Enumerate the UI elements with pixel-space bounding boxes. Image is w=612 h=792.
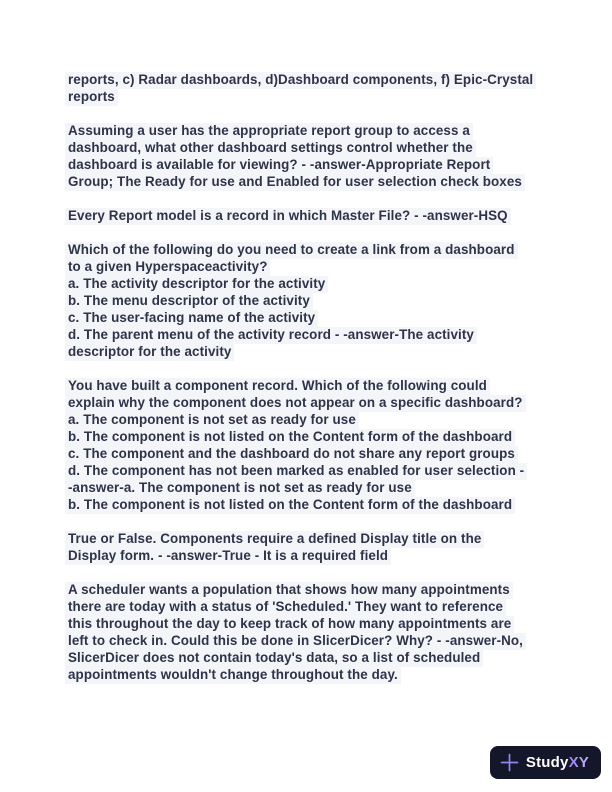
text-line-highlight: Which of the following do you need to create a link from a dashboard: [65, 242, 518, 259]
text-line: [68, 139, 550, 156]
text-line-highlight: Assuming a user has the appropriate report group to access a: [65, 123, 473, 140]
text-line-highlight: c. The user-facing name of the activity: [65, 310, 318, 327]
text-line-highlight: You have built a component record. Which of the following could: [65, 378, 490, 395]
text-line-highlight: explain why the component does not appear on a specific dashboard?: [65, 395, 526, 412]
text-line: [68, 156, 550, 173]
text-line-highlight: Group; The Ready for use and Enabled for user selection check boxes: [65, 174, 525, 191]
paragraph: [68, 530, 550, 564]
text-line-highlight: True or False. Components require a defined Display title on the: [65, 531, 484, 548]
text-line: [68, 275, 550, 292]
text-line: [68, 207, 550, 224]
text-line: [68, 377, 550, 394]
text-line: [68, 547, 550, 564]
paragraph: [68, 377, 550, 513]
text-line-highlight: d. The parent menu of the activity record - -answer-The activity: [65, 327, 477, 344]
text-line: [68, 241, 550, 258]
text-line-highlight: dashboard is available for viewing? - -answer-Appropriate Report: [65, 157, 493, 174]
text-line-highlight: c. The component and the dashboard do not share any report groups: [65, 446, 518, 463]
document-body: [68, 71, 550, 683]
text-line: [68, 292, 550, 309]
text-line-highlight: b. The menu descriptor of the activity: [65, 293, 313, 310]
text-line: [68, 479, 550, 496]
text-line-highlight: there are today with a status of 'Scheduled.' They want to reference: [65, 599, 506, 616]
paragraph: [68, 581, 550, 683]
logo-brand-accent: XY: [568, 754, 589, 771]
text-line: [68, 632, 550, 649]
text-line: [68, 411, 550, 428]
text-line-highlight: b. The component is not listed on the Content form of the dashboard: [65, 429, 515, 446]
studyxy-logo: [490, 746, 601, 779]
text-line-highlight: this throughout the day to keep track of how many appointments are: [65, 616, 514, 633]
text-line: [68, 581, 550, 598]
text-line-highlight: SlicerDicer does not contain today's data, so a list of scheduled: [65, 650, 483, 667]
text-line-highlight: dashboard, what other dashboard settings control whether the: [65, 140, 476, 157]
paragraph: [68, 71, 550, 105]
text-line: [68, 496, 550, 513]
text-line: [68, 309, 550, 326]
text-line: [68, 394, 550, 411]
text-line-highlight: a. The activity descriptor for the activity: [65, 276, 328, 293]
text-line-highlight: d. The component has not been marked as enabled for user selection -: [65, 463, 527, 480]
text-line-highlight: appointments wouldn't change throughout the day.: [65, 667, 401, 684]
text-line: [68, 258, 550, 275]
text-line: [68, 428, 550, 445]
text-line: [68, 666, 550, 683]
text-line: [68, 445, 550, 462]
text-line: [68, 88, 550, 105]
plus-icon: [500, 753, 519, 772]
text-line: [68, 343, 550, 360]
paragraph: [68, 122, 550, 190]
text-line-highlight: b. The component is not listed on the Content form of the dashboard: [65, 497, 515, 514]
text-line: [68, 530, 550, 547]
paragraph: [68, 241, 550, 360]
text-line: [68, 598, 550, 615]
text-line-highlight: left to check in. Could this be done in SlicerDicer? Why? - -answer-No,: [65, 633, 526, 650]
text-line-highlight: reports: [65, 89, 118, 106]
logo-brand-primary: Study: [525, 754, 569, 771]
text-line: [68, 649, 550, 666]
text-line-highlight: Display form. - -answer-True - It is a required field: [65, 548, 391, 565]
text-line-highlight: descriptor for the activity: [65, 344, 234, 361]
text-line-highlight: to a given Hyperspaceactivity?: [65, 259, 270, 276]
paragraph: [68, 207, 550, 224]
text-line: [68, 71, 550, 88]
text-line-highlight: a. The component is not set as ready for use: [65, 412, 359, 429]
text-line-highlight: Every Report model is a record in which Master File? - -answer-HSQ: [65, 208, 511, 225]
text-line: [68, 462, 550, 479]
text-line-highlight: reports, c) Radar dashboards, d)Dashboard components, f) Epic-Crystal: [65, 72, 536, 89]
text-line: [68, 122, 550, 139]
text-line-highlight: -answer-a. The component is not set as ready for use: [65, 480, 415, 497]
text-line-highlight: A scheduler wants a population that shows how many appointments: [65, 582, 513, 599]
logo-text: [526, 754, 589, 771]
text-line: [68, 615, 550, 632]
text-line: [68, 173, 550, 190]
text-line: [68, 326, 550, 343]
